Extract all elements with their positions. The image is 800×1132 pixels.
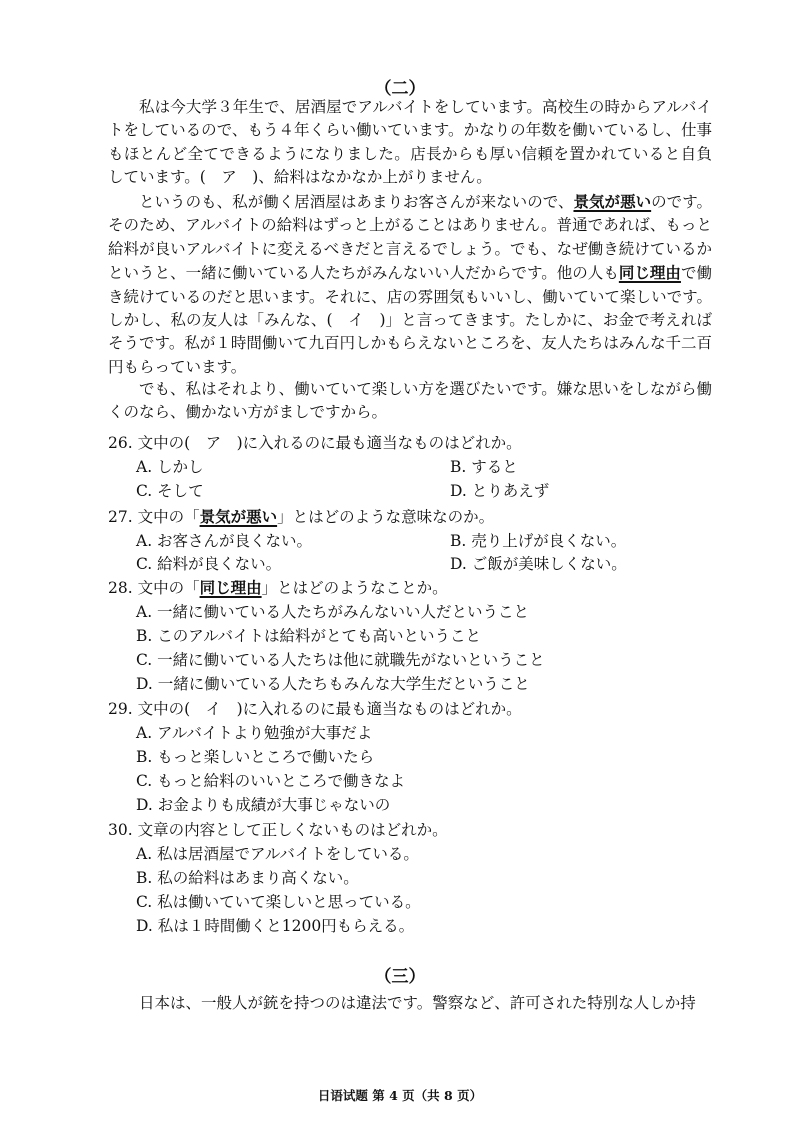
underlined-phrase-keiki: 景気が悪い [573,192,652,211]
q29-option-b: B. もっと楽しいところで働いたら [136,748,375,766]
q26-option-a: A. しかし [136,458,204,476]
passage-text: で働き続けているのだと思います。それに、店の雰囲気もいいし、働いていて楽しいです。しかし、私の友人は「みんな、( イ )」と言ってきます。たしかに、お金で考えればそうです。私が１時間働いて九百円しかもらえないところを、友人たちはみんな千二百円もらっています。 [108,264,712,376]
q30-option-a: A. 私は居酒屋でアルバイトをしている。 [136,845,419,863]
q28-option-b: B. このアルバイトは給料がとても高いということ [136,627,482,645]
q28-option-d: D. 一緒に働いている人たちもみんな大学生だということ [136,675,530,693]
question-28 [108,577,448,599]
q29-option-c: C. もっと給料のいいところで働きなよ [136,772,406,790]
passage-paragraph-1: 私は今大学３年生で、居酒屋でアルバイトをしています。高校生の時からアルバイトをしているので、もう４年くらい働いています。かなりの年数を働いているし、仕事もほとんど全てできるようになりました。店長からも厚い信頼を置かれていると自負しています。( ア )、給料はなかなか上がりません。 [108,98,712,187]
section-2-title: （二） [374,79,426,99]
q28-option-c: C. 一緒に働いている人たちは他に就職先がないということ [136,651,545,669]
q28-underlined-term: 同じ理由 [199,578,262,597]
q30-option-c: C. 私は働いていて楽しいと思っている。 [136,893,421,911]
q28-stem-pre: 28. 文中の「 [108,579,200,597]
q30-option-d: D. 私は１時間働くと1200円もらえる。 [136,917,415,935]
section-3-first-line: 日本は、一般人が銃を持つのは違法です。警察など、許可された特別な人しか持 [139,994,696,1012]
question-26: 26. 文中の( ア )に入れるのに最も適当なものはどれか。 [108,434,522,452]
passage-text: というのも、私が働く居酒屋はあまりお客さんが来ないので、 [139,193,574,211]
page-footer: 日语试题 第 4 页（共 8 页） [317,1088,483,1103]
q29-option-a: A. アルバイトより勉強が大事だよ [136,724,373,742]
q27-underlined-term: 景気が悪い [199,507,278,526]
underlined-phrase-onaji-riyuu: 同じ理由 [618,263,681,283]
question-29: 29. 文中の( イ )に入れるのに最も適当なものはどれか。 [108,700,522,718]
q27-stem-post: 」とはどのような意味なのか。 [277,508,495,526]
section-3-title: （三） [374,967,426,987]
passage-text: のです。そのため、アルバイトの給料はずっと上がることはありません。普通であれば、もっと給料が良いアルバイトに変えるべきだと言えるでしょう。でも、なぜ働き続けているかというと、一緒に働いている人たちがみんないい人だからです。他の人も [108,193,712,283]
q30-option-b: B. 私の給料はあまり高くない。 [136,869,359,887]
question-30: 30. 文章の内容として正しくないものはどれか。 [108,821,448,839]
q27-option-d: D. ご飯が美味しくない。 [450,555,627,573]
q27-option-c: C. 給料が良くない。 [136,555,282,573]
q26-option-d: D. とりあえず [450,482,550,500]
q28-stem-post: 」とはどのようなことか。 [261,579,448,597]
q26-option-c: C. そして [136,482,204,500]
passage-paragraph-2 [108,190,712,379]
passage-paragraph-3: でも、私はそれより、働いていて楽しい方を選びたいです。嫌な思いをしながら働くのなら、働かない方がましですから。 [108,380,712,422]
question-27 [108,506,494,528]
q27-option-b: B. 売り上げが良くない。 [450,532,627,550]
q26-option-b: B. すると [450,458,518,476]
q28-option-a: A. 一緒に働いている人たちがみんないい人だということ [136,603,530,621]
q27-stem-pre: 27. 文中の「 [108,508,200,526]
q29-option-d: D. お金よりも成績が大事じゃないの [136,796,391,814]
q27-option-a: A. お客さんが良くない。 [136,532,313,550]
